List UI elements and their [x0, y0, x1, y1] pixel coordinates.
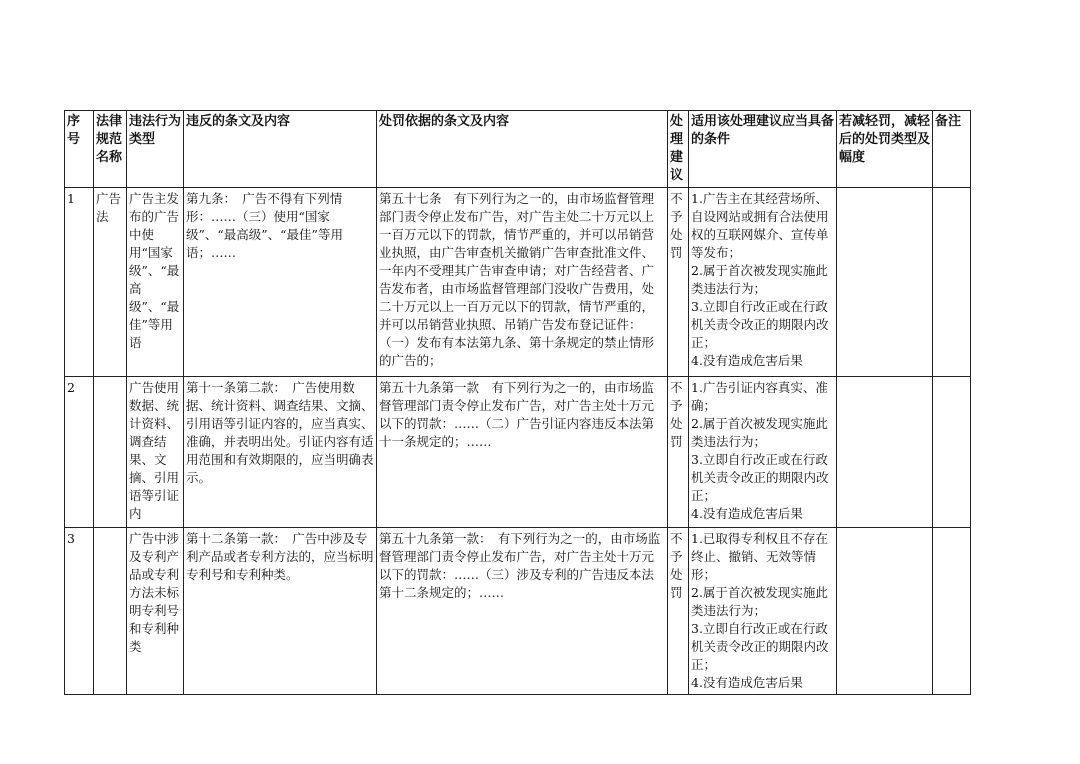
- cell-conditions: [689, 528, 837, 695]
- cell-conditions: [689, 188, 837, 377]
- condition-item: 1.广告主在其经营场所、自设网站或拥有合法使用权的互联网媒介、宣传单等发布；: [691, 191, 829, 260]
- cell-type: [127, 528, 184, 695]
- cell-conditions: [689, 377, 837, 528]
- cell-type: [127, 188, 184, 377]
- condition-item: 4.没有造成危害后果: [691, 506, 803, 521]
- cell-type-text: 广告主发布的广告中使用“国家级”、“最高级”、“最佳”等用语: [129, 191, 180, 350]
- cell-suggestion: 不予处罚: [668, 528, 689, 695]
- header-basis: 处罚依据的条文及内容: [377, 111, 668, 188]
- cell-suggestion: 不予处罚: [668, 188, 689, 377]
- cell-violated: 第十二条第一款： 广告中涉及专利产品或者专利方法的，应当标明专利号和专利种类。: [184, 528, 377, 695]
- cell-seq: 1: [65, 188, 94, 377]
- cell-seq: 2: [65, 377, 94, 528]
- cell-law: [94, 528, 127, 695]
- cell-basis-text: 第五十七条 有下列行为之一的，由市场监督管理部门责令停止发布广告，对广告主处二十万元以上一百万元以下的罚款，情节严重的，并可以吊销营业执照，由广告审查机关撤销广告审查批准文件、一年内不受理其广告审查申请；对广告经营者、广告发布者，由市场监督管理部门没收广告费用，处二十万元以上一百万元以下的罚款，情节严重的，并可以吊销营业执照、吊销广告发布登记证件：（一）发布有本法第九条、第十条规定的禁止情形的广告的；: [379, 191, 655, 368]
- condition-item: 2.属于首次被发现实施此类违法行为；: [691, 585, 828, 618]
- condition-item: 4.没有造成危害后果: [691, 353, 803, 368]
- cell-remark: [933, 188, 971, 377]
- cell-type-text: 广告使用数据、统计资料、调查结果、文摘、引用语等引证内: [129, 380, 180, 521]
- header-suggestion: 处理建议: [668, 111, 689, 188]
- cell-reduced: [837, 377, 933, 528]
- cell-suggestion: 不予处罚: [668, 377, 689, 528]
- cell-reduced: [837, 188, 933, 377]
- header-row: [65, 111, 971, 188]
- cell-law: [94, 377, 127, 528]
- table-row: [65, 377, 971, 528]
- condition-item: 2.属于首次被发现实施此类违法行为；: [691, 416, 828, 449]
- cell-seq: 3: [65, 528, 94, 695]
- cell-remark: [933, 377, 971, 528]
- cell-reduced: [837, 528, 933, 695]
- condition-item: 3.立即自行改正或在行政机关责令改正的期限内改正；: [691, 452, 829, 503]
- cell-violated: 第九条： 广告不得有下列情形：……（三）使用“国家级”、“最高级”、“最佳”等用语；……: [184, 188, 377, 377]
- header-conditions: 适用该处理建议应当具备的条件: [689, 111, 837, 188]
- condition-item: 2.属于首次被发现实施此类违法行为；: [691, 263, 828, 296]
- header-law: 法律规范名称: [94, 111, 127, 188]
- header-violated: 违反的条文及内容: [184, 111, 377, 188]
- header-reduced: 若减轻罚，减轻后的处罚类型及幅度: [837, 111, 933, 188]
- header-type: 违法行为类型: [127, 111, 184, 188]
- condition-item: 1.已取得专利权且不存在终止、撤销、无效等情形；: [691, 531, 828, 582]
- regulation-table: [64, 110, 971, 695]
- table-row: [65, 188, 971, 377]
- condition-item: 3.立即自行改正或在行政机关责令改正的期限内改正；: [691, 621, 829, 672]
- cell-type-text: 广告中涉及专利产品或专利方法未标明专利号和专利种类: [129, 531, 180, 654]
- cell-remark: [933, 528, 971, 695]
- table-row: [65, 528, 971, 695]
- condition-item: 4.没有造成危害后果: [691, 675, 803, 690]
- cell-law: 广告法: [94, 188, 127, 377]
- header-remark: 备注: [933, 111, 971, 188]
- header-seq: 序号: [65, 111, 94, 188]
- condition-item: 1.广告引证内容真实、准确；: [691, 380, 828, 413]
- cell-type: [127, 377, 184, 528]
- cell-basis: [377, 188, 668, 377]
- cell-basis: 第五十九条第一款 有下列行为之一的，由市场监督管理部门责令停止发布广告，对广告主处十万元以下的罚款：……（二）广告引证内容违反本法第十一条规定的；……: [377, 377, 668, 528]
- cell-basis: 第五十九条第一款： 有下列行为之一的，由市场监督管理部门责令停止发布广告，对广告主处十万元以下的罚款：……（三）涉及专利的广告违反本法第十二条规定的；……: [377, 528, 668, 695]
- cell-violated: 第十一条第二款： 广告使用数据、统计资料、调查结果、文摘、引用语等引证内容的，应当真实、准确，并表明出处。引证内容有适用范围和有效期限的，应当明确表示。: [184, 377, 377, 528]
- condition-item: 3.立即自行改正或在行政机关责令改正的期限内改正；: [691, 299, 829, 350]
